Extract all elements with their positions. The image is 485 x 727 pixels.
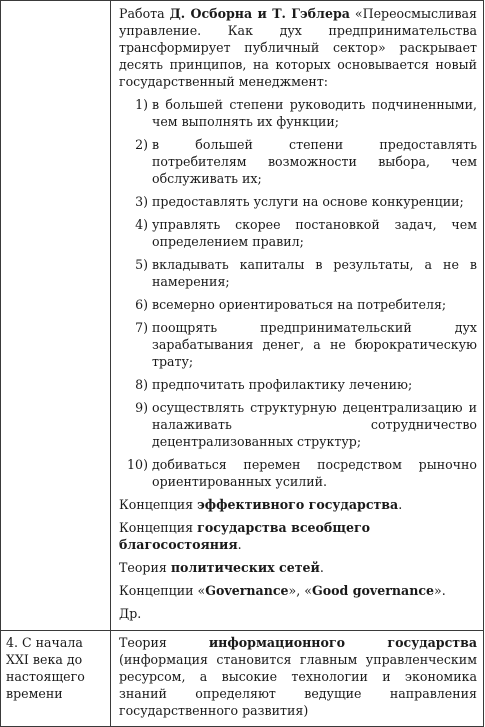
- list-item-number: 8): [135, 377, 148, 392]
- list-item-number: 10): [127, 457, 148, 472]
- list-item-number: 9): [135, 400, 148, 415]
- list-item-text: в большей степени руководить подчиненными, чем выполнять их функции;: [152, 97, 477, 129]
- table-row: [1, 631, 484, 727]
- intro-rest: «Переосмысливая управление. Как дух предпринимательства трансформирует публичный сектор» раскрывает десять принципов, на которых основывается новый государственный менеджмент:: [119, 6, 477, 89]
- list-item-text: предпочитать профилактику лечению;: [152, 377, 413, 392]
- period-cell: [1, 1, 111, 631]
- list-item-text: вкладывать капиталы в результаты, а не в намерения;: [152, 257, 477, 289]
- list-item-text: поощрять предпринимательский дух зарабатывания денег, а не бюрократическую трату;: [152, 320, 477, 369]
- list-item: [119, 399, 477, 450]
- intro-authors: Д. Осборна и Т. Гэблера: [169, 6, 350, 21]
- list-item-number: 2): [135, 137, 148, 152]
- content-cell: [111, 1, 484, 631]
- concept-line: Теория политических сетей.: [119, 560, 324, 575]
- list-item-text: всемерно ориентироваться на потребителя;: [152, 297, 447, 312]
- list-item-text: предоставлять услуги на основе конкуренции;: [152, 194, 464, 209]
- list-item-number: 7): [135, 320, 148, 335]
- list-item: [119, 193, 477, 210]
- list-item: [119, 456, 477, 490]
- concept-line: Концепция эффективного государства.: [119, 497, 403, 512]
- list-item: [119, 256, 477, 290]
- list-item: [119, 216, 477, 250]
- list-item-number: 6): [135, 297, 148, 312]
- list-item-number: 1): [135, 97, 148, 112]
- list-item-text: управлять скорее постановкой задач, чем определением правил;: [152, 217, 477, 249]
- list-item-number: 5): [135, 257, 148, 272]
- list-item: [119, 96, 477, 130]
- concept-line: Концепции «Governance», «Good governance».: [119, 583, 446, 598]
- list-item: [119, 136, 477, 187]
- content-cell: [111, 631, 484, 727]
- list-item: [119, 376, 477, 393]
- list-item-number: 4): [135, 217, 148, 232]
- list-item-text: осуществлять структурную децентрализацию и налаживать сотрудничество децентрализованных структур;: [152, 400, 477, 449]
- concept-line: Концепция государства всеобщего благосостояния.: [119, 520, 371, 552]
- intro-prefix: Работа: [119, 6, 170, 21]
- list-item: [119, 296, 477, 313]
- period-text: 4. С начала XXI века до настоящего времени: [6, 635, 85, 701]
- concept-line: Др.: [119, 606, 142, 621]
- intro-paragraph: [119, 5, 477, 90]
- table-row: [1, 1, 484, 631]
- principles-list: [119, 96, 477, 490]
- list-item-text: добиваться перемен посредством рыночно ориентированных усилий.: [152, 457, 477, 489]
- theory-paragraph: Теория информационного государства (информация становится главным управленческим ресурсом, а высокие технологии и экономика знаний определяют ведущие направления государственного развития): [119, 635, 477, 718]
- list-item-text: в большей степени предоставлять потребителям возможности выбора, чем обслуживать их;: [152, 137, 477, 186]
- period-text: [1, 1, 110, 10]
- period-cell: [1, 631, 111, 727]
- list-item-number: 3): [135, 194, 148, 209]
- list-item: [119, 319, 477, 370]
